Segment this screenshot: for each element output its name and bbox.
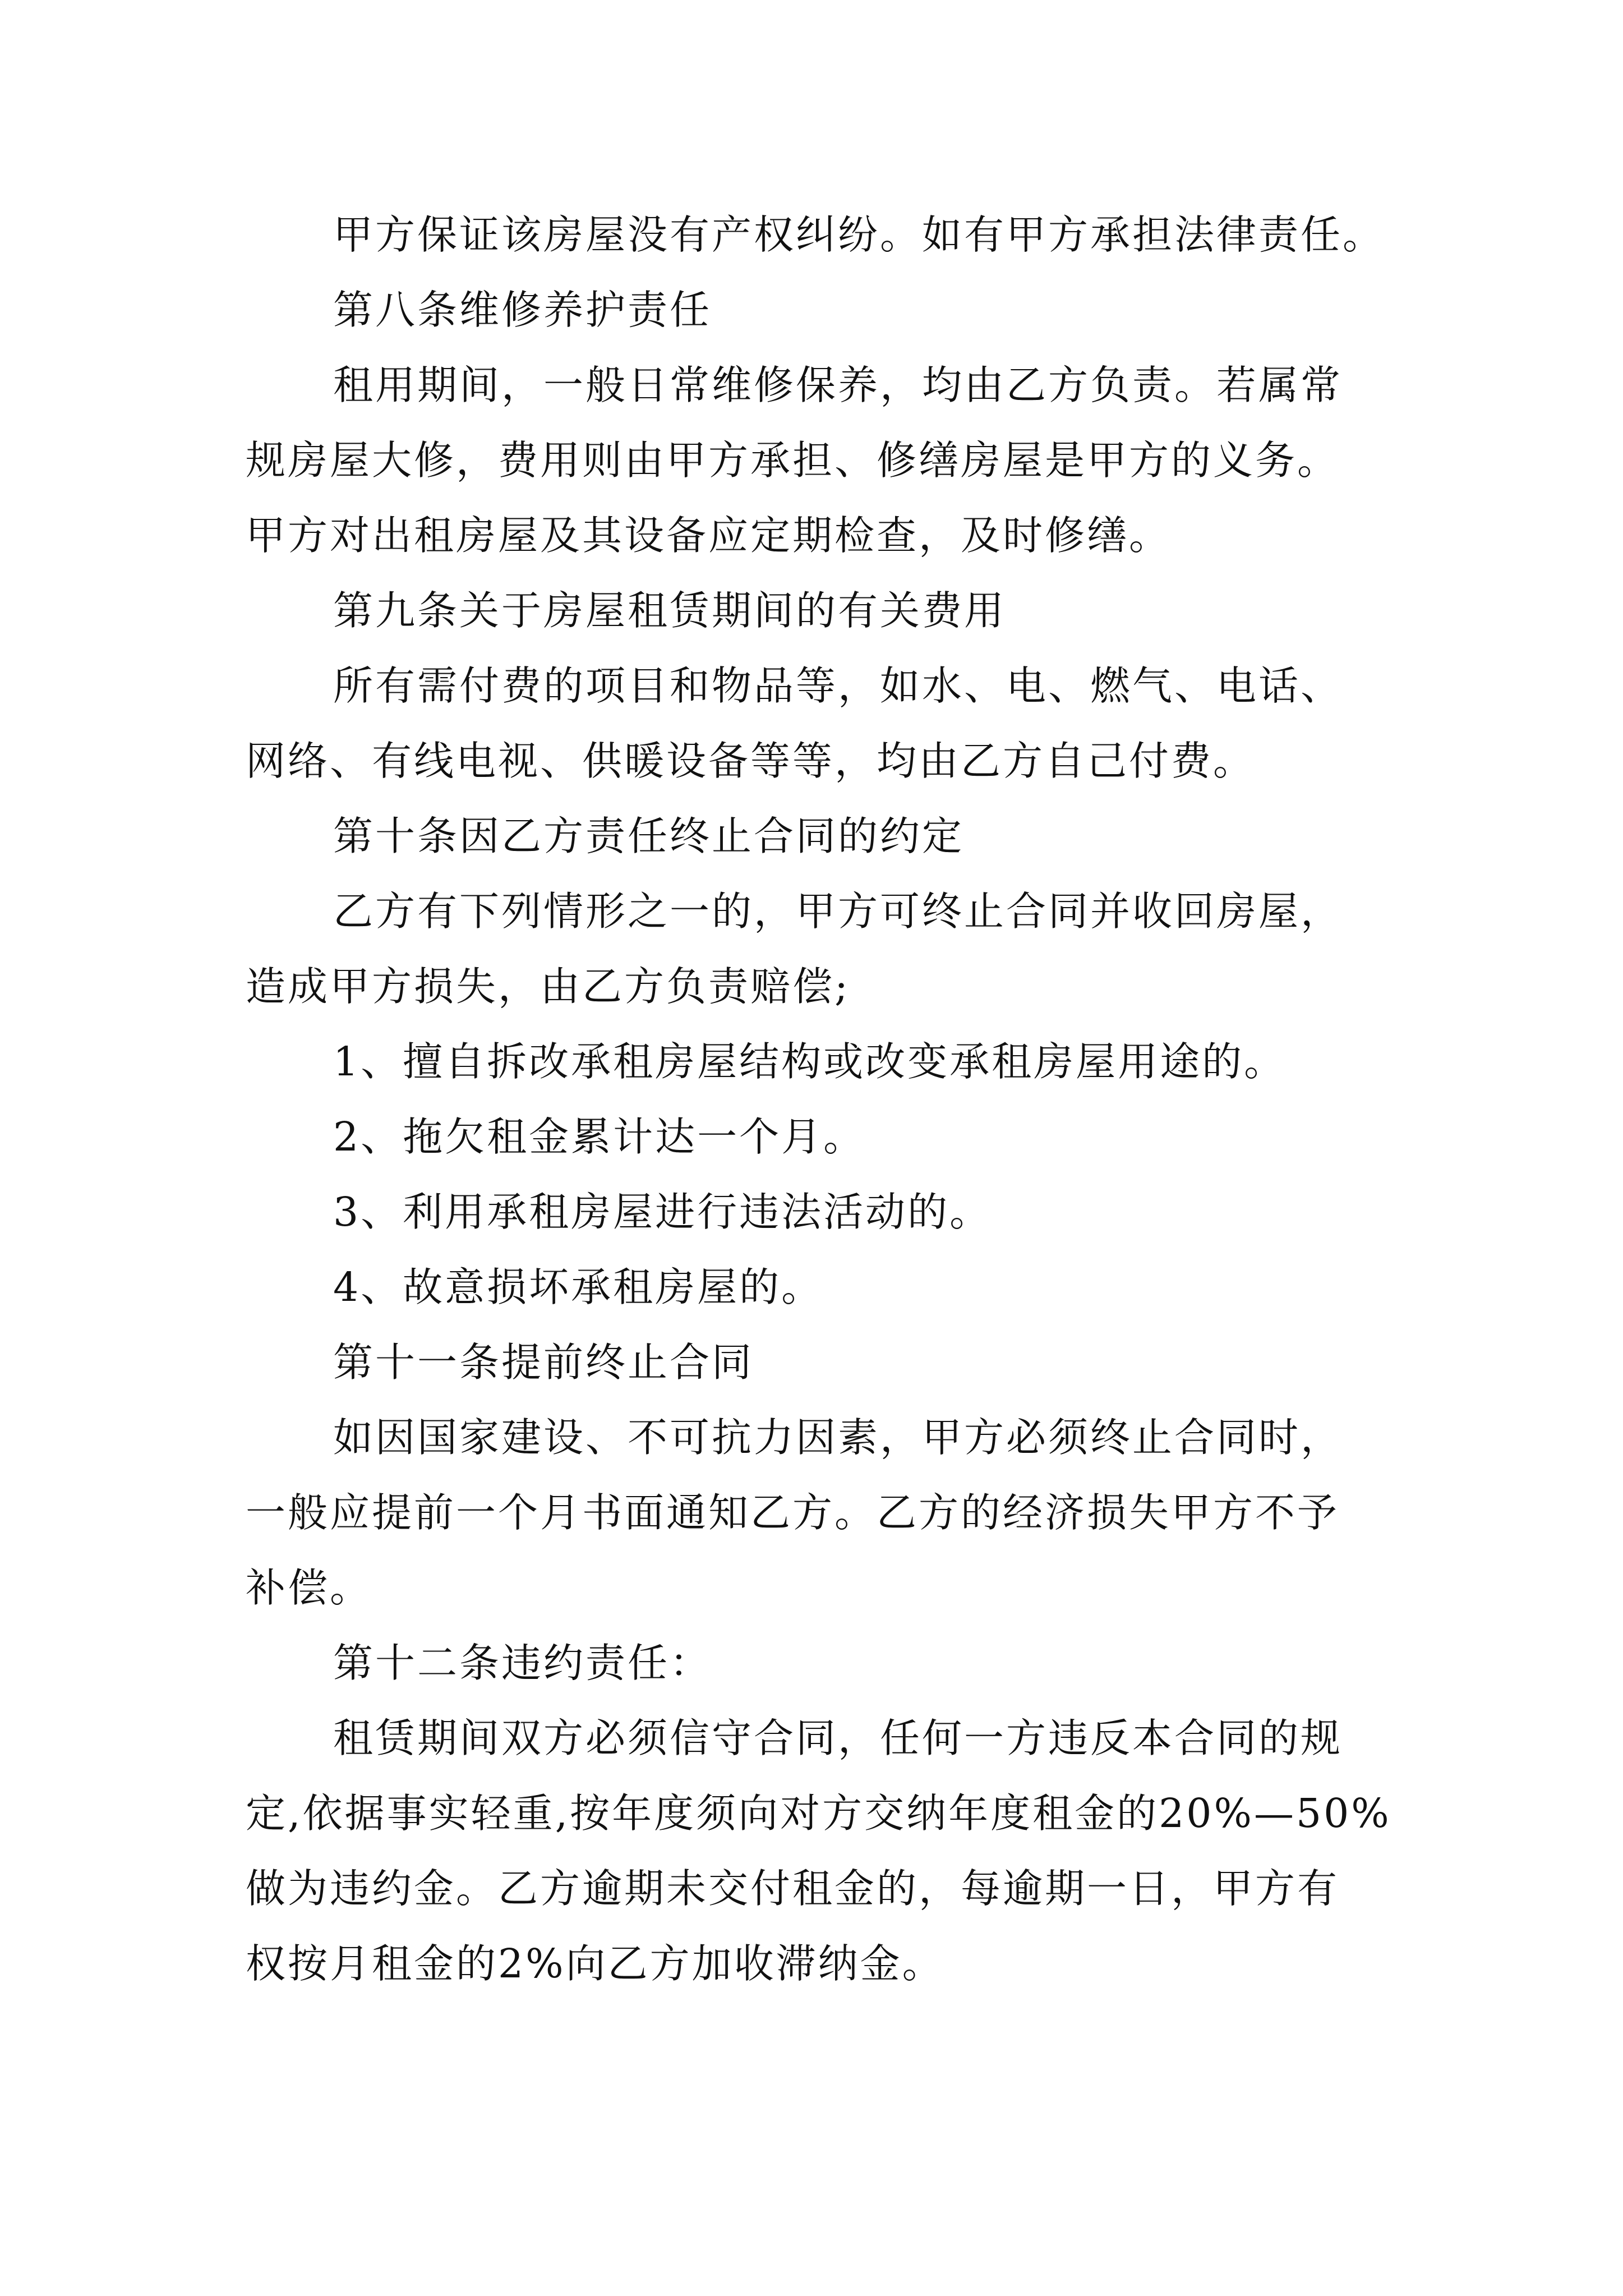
list-item: 3、利用承租房屋进行违法活动的。 xyxy=(333,1189,992,1235)
list-item: 1、擅自拆改承租房屋结构或改变承租房屋用途的。 xyxy=(333,1038,1287,1085)
paragraph-line: 甲方保证该房屋没有产权纠纷。如有甲方承担法律责任。 xyxy=(333,211,1385,258)
section-heading: 第九条关于房屋租赁期间的有关费用 xyxy=(333,587,1007,634)
section-heading: 第八条维修养护责任 xyxy=(333,287,712,333)
paragraph-line: 网络、有线电视、供暖设备等等，均由乙方自己付费。 xyxy=(246,738,1256,784)
section-heading: 第十条因乙方责任终止合同的约定 xyxy=(333,813,965,859)
paragraph-line: 所有需付费的项目和物品等，如水、电、燃气、电话、 xyxy=(333,662,1343,709)
paragraph-line: 一般应提前一个月书面通知乙方。乙方的经济损失甲方不予 xyxy=(246,1489,1340,1536)
paragraph-line: 定,依据事实轻重,按年度须向对方交纳年度租金的20%—50% xyxy=(246,1790,1391,1837)
paragraph-line: 规房屋大修，费用则由甲方承担、修缮房屋是甲方的义务。 xyxy=(246,437,1340,484)
paragraph-line: 租赁期间双方必须信守合同，任何一方违反本合同的规 xyxy=(333,1715,1343,1761)
paragraph-line: 如因国家建设、不可抗力因素，甲方必须终止合同时， xyxy=(333,1414,1343,1461)
list-item: 2、拖欠租金累计达一个月。 xyxy=(333,1114,866,1160)
paragraph-line: 做为违约金。乙方逾期未交付租金的，每逾期一日，甲方有 xyxy=(246,1865,1340,1912)
section-heading: 第十二条违约责任： xyxy=(333,1640,712,1686)
section-heading: 第十一条提前终止合同 xyxy=(333,1339,754,1386)
list-item: 4、故意损坏承租房屋的。 xyxy=(333,1264,824,1310)
paragraph-line: 甲方对出租房屋及其设备应定期检查，及时修缮。 xyxy=(246,512,1172,559)
paragraph-line: 乙方有下列情形之一的，甲方可终止合同并收回房屋， xyxy=(333,888,1343,935)
paragraph-line: 补偿。 xyxy=(246,1565,372,1611)
paragraph-line: 租用期间，一般日常维修保养，均由乙方负责。若属常 xyxy=(333,362,1343,408)
document-body xyxy=(246,197,1435,2001)
paragraph-line: 权按月租金的2%向乙方加收滞纳金。 xyxy=(246,1940,944,1987)
paragraph-line: 造成甲方损失，由乙方负责赔偿; xyxy=(246,963,850,1010)
